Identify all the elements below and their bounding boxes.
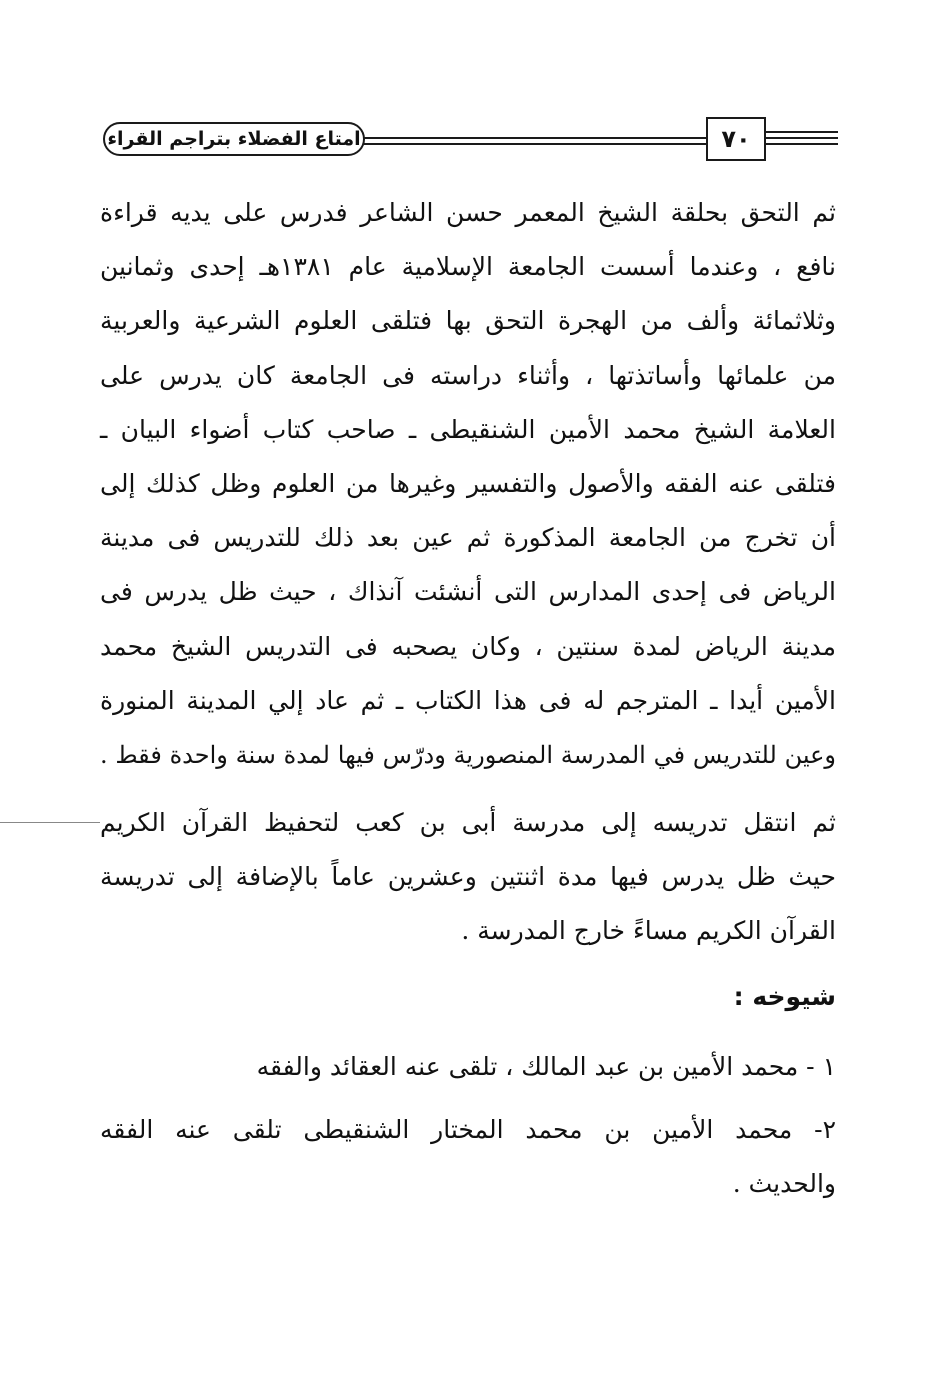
- teacher-item-2: [100, 1103, 836, 1211]
- header-rule-top: [364, 137, 706, 139]
- text-line: ثم انتقل تدريسه إلى مدرسة أبى بن كعب لتحفيظ القرآن الكريم: [100, 808, 836, 837]
- text-line: والحديث .: [732, 1169, 836, 1199]
- header-rule-right-2: [766, 137, 838, 139]
- text-line: الرياض فى إحدى المدارس التى أنشئت آنذاك ، حيث ظل يدرس فى: [100, 577, 836, 607]
- text-line: فتلقى عنه الفقه والأصول والتفسير وغيرها من العلوم وظل كذلك إلى: [100, 469, 836, 499]
- text-line: نافع ، وعندما أسست الجامعة الإسلامية عام ١٣٨١هـ إحدى وثمانين: [100, 252, 836, 282]
- text-line: ٢- محمد الأمين بن محمد المختار الشنقيطى تلقى عنه الفقه: [100, 1115, 836, 1144]
- text-line: وثلاثمائة وألف من الهجرة التحق بها فتلقى العلوم الشرعية والعربية: [100, 306, 836, 336]
- text-line: أن تخرج من الجامعة المذكورة ثم عين بعد ذلك للتدريس فى مدينة: [100, 523, 836, 553]
- section-heading: شيوخه :: [733, 982, 836, 1011]
- text-line: الأمين أيدا ـ المترجم له فى هذا الكتاب ـ ثم عاد إلي المدينة المنورة: [100, 685, 836, 715]
- text-line: ثم التحق بحلقة الشيخ المعمر حسن الشاعر فدرس على يديه قراءة: [100, 198, 836, 227]
- text-line: حيث ظل يدرس فيها مدة اثنتين وعشرين عاماً بالإضافة إلى تدريسة: [100, 862, 836, 892]
- teacher-item-1: [100, 1040, 836, 1094]
- text-line: وعين للتدريس في المدرسة المنصورية ودرّس فيها لمدة سنة واحدة فقط .: [100, 741, 836, 770]
- text-line: العلامة الشيخ محمد الأمين الشنقيطى ـ صاحب كتاب أضواء البيان ـ: [100, 414, 836, 444]
- text-line: مدينة الرياض لمدة سنتين ، وكان يصحبه فى التدريس الشيخ محمد: [100, 631, 836, 661]
- text-line: من علمائها وأساتذتها ، وأثناء دراسته فى الجامعة كان يدرس على: [100, 360, 836, 390]
- paragraph-1: [100, 186, 836, 782]
- page-header: [0, 0, 951, 180]
- book-title: امتاع الفضلاء بتراجم القراء: [103, 122, 365, 156]
- margin-mark: [0, 822, 100, 823]
- header-rule-right-1: [766, 131, 838, 133]
- paragraph-2: [100, 796, 836, 959]
- text-line: ١ - محمد الأمين بن عبد المالك ، تلقى عنه العقائد والفقه: [256, 1052, 836, 1081]
- header-rule-bottom: [364, 143, 706, 145]
- header-rule-right-3: [766, 143, 838, 145]
- text-line: القرآن الكريم مساءً خارج المدرسة .: [461, 916, 836, 946]
- page-number: ٧٠: [706, 117, 766, 161]
